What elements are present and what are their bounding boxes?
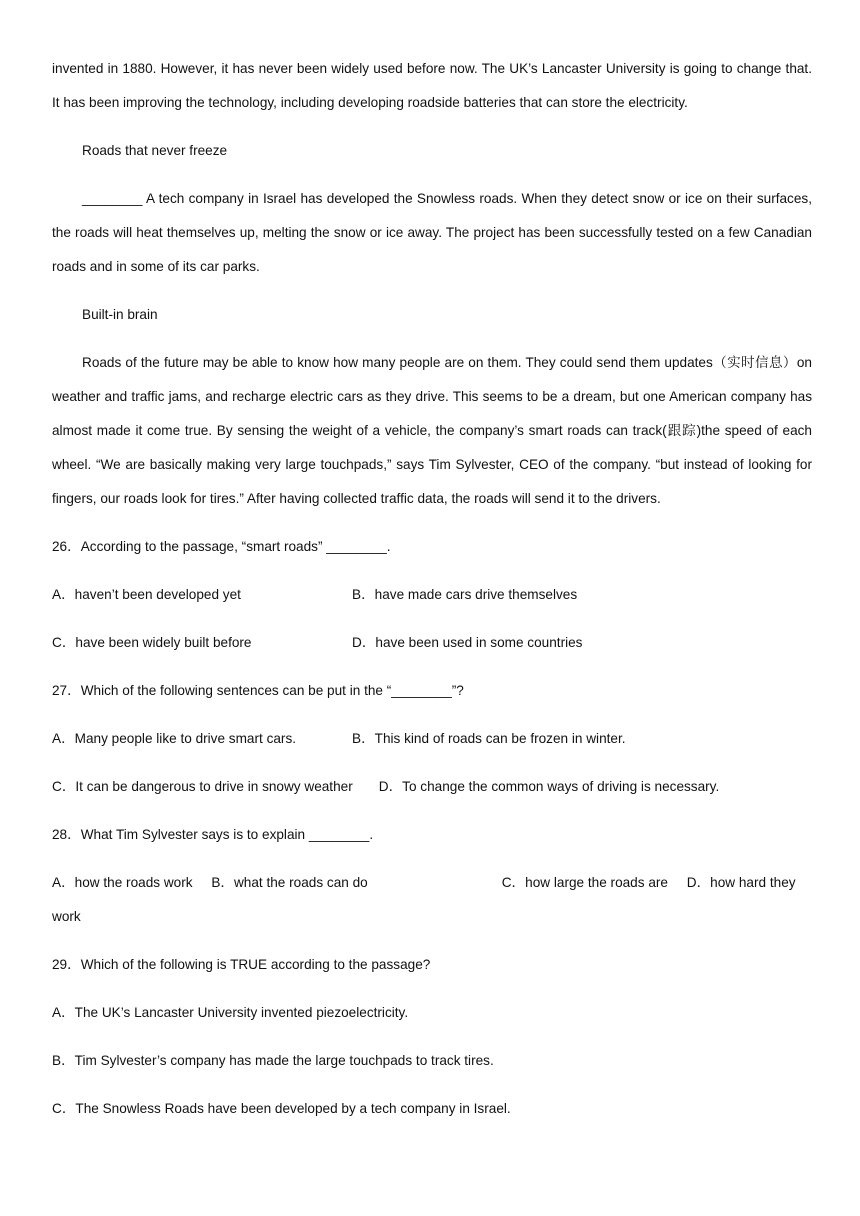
question-28-option-b: B．what the roads can do <box>211 875 368 890</box>
question-26-option-d: D．have been used in some countries <box>352 635 583 650</box>
question-26-option-b: B．have made cars drive themselves <box>352 587 578 602</box>
question-27-option-a: A．Many people like to drive smart cars. <box>52 731 297 746</box>
passage-paragraph-3: Roads of the future may be able to know how many people are on them. They could send them updates（实时信息）on weather and traffic jams, and recharge electric cars as they drive. This seems to be a dream, but one American company has almost made it come true. By sensing the weight of a vehicle, the company’s smart roads can track(跟踪)the speed of each wheel. “We are basically making very large touchpads,” says Tim Sylvester, CEO of the company. “but instead of looking for fingers, our roads look for tires.” After having collected traffic data, the roads will send it to the drivers. <box>52 355 812 506</box>
question-28-stem: 28．What Tim Sylvester says is to explain ________. <box>52 827 374 842</box>
question-29-stem: 29．Which of the following is TRUE according to the passage? <box>52 957 431 972</box>
question-27-option-b: B．This kind of roads can be frozen in winter. <box>352 731 626 746</box>
passage-paragraph-1: invented in 1880. However, it has never been widely used before now. The UK’s Lancaster University is going to change that. It has been improving the technology, including developing roadside batteries that can store the electricity. <box>52 61 812 110</box>
question-26-options-row-2 <box>52 626 812 660</box>
question-26-stem: 26．According to the passage, “smart roads” ________. <box>52 539 391 554</box>
section-heading-brain: Built-in brain <box>82 307 158 322</box>
passage-paragraph-2: ________ A tech company in Israel has developed the Snowless roads. When they detect snow or ice on their surfaces, the roads will heat themselves up, melting the snow or ice away. The project has been successfully tested on a few Canadian roads and in some of its car parks. <box>52 191 812 274</box>
question-29-option-a: A．The UK’s Lancaster University invented piezoelectricity. <box>52 1005 409 1020</box>
question-27-options-row-1 <box>52 722 812 756</box>
document-page <box>52 52 812 1140</box>
section-heading-freeze: Roads that never freeze <box>82 143 228 158</box>
question-26-option-a: A．haven’t been developed yet <box>52 587 241 602</box>
question-27-option-d: D．To change the common ways of driving is necessary. <box>378 779 720 794</box>
question-28-option-d: D．how hard they work <box>52 875 796 924</box>
question-27-option-c: C．It can be dangerous to drive in snowy weather <box>52 779 353 794</box>
question-28-options-row <box>52 866 812 934</box>
question-28-option-a: A．how the roads work <box>52 875 193 890</box>
question-26-option-c: C．have been widely built before <box>52 635 252 650</box>
question-27-options-row-2 <box>52 770 812 804</box>
question-27-stem: 27．Which of the following sentences can be put in the “________”? <box>52 683 464 698</box>
question-29-option-c: C．The Snowless Roads have been developed by a tech company in Israel. <box>52 1101 511 1116</box>
question-26-options-row-1 <box>52 578 812 612</box>
question-29-option-b: B．Tim Sylvester’s company has made the large touchpads to track tires. <box>52 1053 494 1068</box>
question-28-option-c: C．how large the roads are <box>501 875 668 890</box>
